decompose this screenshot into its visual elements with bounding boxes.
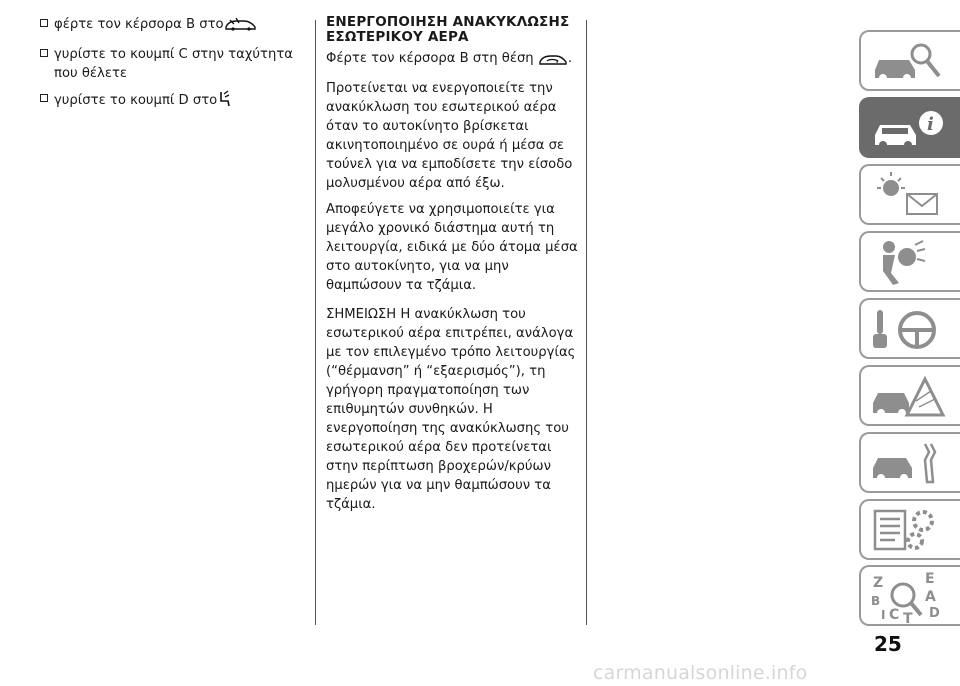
index-letter: E (925, 571, 935, 587)
watermark-text: carmanualsonline.info (593, 662, 808, 684)
car-wrench-icon (869, 438, 949, 490)
tab-car-search[interactable] (859, 30, 960, 91)
list-item-text: φέρτε τον κέρσορα B στο (54, 17, 224, 32)
tab-car-info[interactable] (859, 97, 960, 158)
list-item-text: γυρίστε το κουμπί C στην ταχύτητα που θέλετε (54, 47, 293, 81)
recirculation-icon (538, 52, 568, 72)
column-divider (586, 20, 587, 625)
index-letter: I (881, 608, 886, 622)
car-warning-triangle-icon (869, 371, 949, 423)
intro-text: Φέρτε τον κέρσορα B στη θέση (326, 51, 534, 66)
tab-airbag[interactable] (859, 231, 960, 292)
alphabetical-index-icon (869, 571, 949, 623)
list-item (40, 45, 302, 83)
left-column (40, 15, 302, 121)
checkbox-bullet-icon (40, 19, 48, 27)
index-letter: Z (873, 575, 884, 591)
column-divider (315, 20, 316, 625)
car-info-icon (869, 103, 949, 155)
index-letter: B (871, 594, 881, 608)
seat-airflow-icon (217, 90, 231, 114)
index-letter: D (929, 606, 940, 621)
body-paragraph: Προτείνεται να ενεργοποιείτε την ανακύκλωση του εσωτερικού αέρα όταν το αυτοκίνητο βρίσκεται ακινητοποιημένο σε ουρά ή μέσα σε τούνελ για να εμποδίσετε την είσοδο μολυσμένου αέρα από έξω. (326, 81, 573, 191)
list-item (40, 15, 302, 38)
tab-car-warning[interactable] (859, 365, 960, 426)
section-heading: ΕΝΕΡΓΟΠΟΙΗΣΗ ΑΝΑΚΥΚΛΩΣΗΣ ΕΣΩΤΕΡΙΚΟΥ ΑΕΡΑ (326, 14, 570, 45)
checkbox-bullet-icon (40, 94, 48, 102)
checkbox-bullet-icon (40, 49, 48, 57)
list-item-text: γυρίστε το κουμπί D στο (54, 93, 218, 108)
passenger-airbag-icon (869, 237, 949, 289)
note-paragraph: ΣΗΜΕΙΩΣΗ Η ανακύκλωση του εσωτερικού αέρα επιτρέπει, ανάλογα με τον επιλεγμένο τρόπο λειτουργίας (“θέρμανση” ή “εξαερισμός”), τη γρήγορη πραγματοποίηση των επιθυμητών συνθηκών. Η ενεργοποίηση της ανακύκλωσης του εσωτερικού αέρα δεν προτείνεται στην περίπτωση βροχερών/κρύων ημερών για να μην θαμπώσουν τα τζάμια. (326, 307, 576, 512)
warning-lights-message-icon (869, 170, 949, 222)
car-front-vent-icon (224, 16, 258, 38)
specs-gears-icon (869, 505, 949, 557)
tab-warning-lights[interactable] (859, 164, 960, 225)
intro-paragraph (326, 49, 582, 72)
intro-suffix: . (567, 51, 573, 66)
key-steering-wheel-icon (869, 304, 949, 356)
tab-key-steering[interactable] (859, 298, 960, 359)
index-letter: A (925, 589, 936, 605)
car-search-icon (869, 36, 949, 88)
svg-text:i: i (927, 114, 934, 135)
tab-car-service[interactable] (859, 432, 960, 493)
page-number: 25 (874, 632, 902, 656)
list-item (40, 90, 302, 114)
index-letter: T (903, 611, 913, 623)
tab-specifications[interactable] (859, 499, 960, 560)
body-paragraph: Αποφεύγετε να χρησιμοποιείτε για μεγάλο χρονικό διάστημα αυτή τη λειτουργία, ειδικά με δύο άτομα μέσα στο αυτοκίνητο, για να μην θαμπώσουν τα τζάμια. (326, 202, 578, 293)
right-column (326, 15, 582, 521)
index-letter: C (889, 607, 900, 623)
tab-alphabetical-index[interactable] (859, 565, 960, 626)
